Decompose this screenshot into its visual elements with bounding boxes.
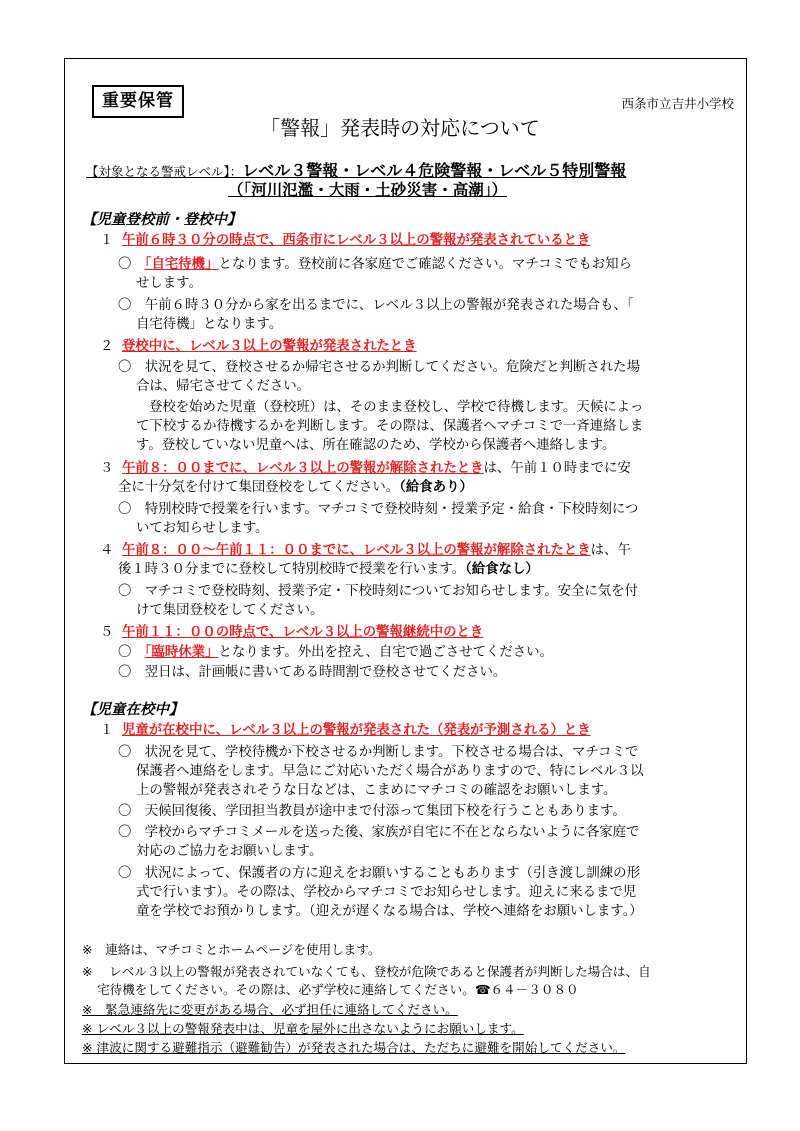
item1-bullet2-cont: 自宅待機」となります。 [136,317,283,332]
item4-headline-line [100,542,631,560]
section2-headline-line [100,722,591,740]
note-home-standby: ※ レベル３以上の警報が発表されていなくても、登校が危険であると保護者が判断した場合は、自 [82,964,651,979]
bullet-mark: 〇 [118,645,145,660]
item4-line2-text: 後１時３０分までに登校して特別校時で授業を行います。 [118,562,466,577]
item2-headline-line [100,338,417,356]
section2-line: 上の警報が発表されそうな日などは、こまめにマチコミの確認をお願いします。 [136,783,617,798]
item5-headline: 午前１１：００の時点で、レベル３以上の警報継続中のとき [122,625,484,640]
item3-line2-text: 全に十分気を付けて集団登校をしてください。 [118,480,400,495]
bullet-mark: 〇 [118,257,145,272]
item4-tail: は、午 [590,543,631,558]
note-contact-method: ※ 連絡は、マチコミとホームページを使用します。 [82,942,381,957]
item3-bullet1: 〇 特別校時で授業を行います。マチコミで登校時刻・授業予定・給食・下校時刻につ [118,502,639,517]
section2-line: 式で行います）。その際は、学校からマチコミでお知らせします。迎えに来るまで児 [136,885,637,900]
school-name: 西条市立吉井小学校 [621,96,734,111]
section2-line: 〇 状況を見て、学校待機か下校させるか判断します。下校させる場合は、マチコミで [118,745,639,760]
section2-heading: 【児童在校中】 [82,702,184,718]
target-sub: （「河川氾濫・大雨・土砂災害・高潮」） [228,181,508,199]
section2-line: 対応のご協力をお願いします。 [136,844,323,859]
item4-line2 [118,561,539,579]
target-label: 【対象となる警戒レベル】： [86,164,243,179]
page-title: 「警報」発表時の対応について [260,116,540,140]
home-standby-label: 「自宅待機」 [144,257,219,272]
section2-line: 保護者へ連絡をします。早急にご対応いただく場合がありますので、特にレベル３以 [136,764,644,779]
item1-bullet1-cont: せします。 [136,276,202,291]
item-number: ３ [100,461,114,476]
item1-headline: 午前６時３０分の時点で、西条市にレベル３以上の警報が発表されているとき [122,233,591,248]
item1-headline-line [100,232,590,250]
item3-line2 [118,479,473,497]
target-levels: レベル３警報・レベル４危険警報・レベル５特別警報 [242,161,627,180]
important-keep-stamp: 重要保管 [92,85,184,118]
note-tsunami: ※ 津波に関する避難指示（避難勧告）が発表された場合は、ただちに避難を開始してください。 [82,1040,626,1055]
note-stay-indoors: ※ レベル３以上の警報発表中は、児童を屋外に出さないようにお願いします。 [82,1021,524,1036]
item-number: １ [100,723,114,738]
item1-bullet1 [118,256,632,274]
bullet-text: となります。外出を控え、自宅で過ごさせてください。 [218,645,553,660]
section2-headline: 児童が在校中に、レベル３以上の警報が発表された（発表が予測される）とき [122,723,591,738]
item4-headline: 午前８：００～午前１１：００までに、レベル３以上の警報が解除されたとき [122,543,591,558]
no-lunch: （給食なし） [465,562,539,577]
item2-line2: 合は、帰宅させてください。 [136,379,311,394]
item4-bullet1-cont: けて集団登校をしてください。 [136,603,324,618]
section2-line: 〇 天候回復後、学団担当教員が途中まで付添って集団下校を行うこともあります。 [118,804,626,819]
section2-line: 〇 状況によって、保護者の方に迎えをお願いすることもあります（引き渡し訓練の形 [118,866,640,881]
item2-line4: て下校するか待機するかを判断します。その際は、保護者へマチコミで一斉連絡しま [136,419,644,434]
item3-headline: 午前８：００までに、レベル３以上の警報が解除されたとき [122,461,484,476]
item2-line3: 登校を始めた児童（登校班）は、そのまま登校し、学校で待機します。天候によっ [149,400,644,415]
item-number: ２ [100,339,114,354]
section2-line: 童を学校でお預かりします。（迎えが遅くなる場合は、学校へ連絡をお願いします。） [136,904,643,919]
item2-headline: 登校中に、レベル３以上の警報が発表されたとき [122,339,417,354]
bullet-text: となります。登校前に各家庭でご確認ください。マチコミでもお知ら [218,257,632,272]
item4-bullet1: 〇 マチコミで登校時刻、授業予定・下校時刻についてお知らせします。安全に気を付 [118,584,638,599]
note-home-standby-cont: 宅待機をしてください。その際は、必ず学校に連絡してください。☎６４－３０８０ [97,982,579,997]
item1-bullet2: 〇 午前６時３０分から家を出るまでに、レベル３以上の警報が発表された場合も、「 [118,298,634,313]
item5-bullet2: 〇 翌日は、計画帳に書いてある時間割で登校させてください。 [118,665,507,680]
item-number: ５ [100,625,114,640]
section1-heading: 【児童登校前・登校中】 [82,212,242,228]
item-number: ４ [100,543,114,558]
section2-line: 〇 学校からマチコミメールを送った後、家族が自宅に不在とならないように各家庭で [118,825,640,840]
item3-bullet1-cont: いてお知らせします。 [136,521,269,536]
temporary-closure-label: 「臨時休業」 [144,645,219,660]
item3-headline-line [100,460,631,478]
item3-tail: は、午前１０時までに安 [483,461,631,476]
item-number: １ [100,233,114,248]
item5-headline-line [100,624,483,642]
item2-line5: す。登校していない児童へは、所在確認のため、学校から保護者へ連絡します。 [136,438,616,453]
item2-line1: 〇 状況を見て、登校させるか帰宅させるか判断してください。危険だと判断された場 [118,360,640,375]
note-emergency-contact: ※ 緊急連絡先に変更がある場合、必ず担任に連絡してください。 [82,1002,458,1017]
lunch-provided: （給食あり） [399,480,473,495]
item5-bullet1 [118,644,553,662]
